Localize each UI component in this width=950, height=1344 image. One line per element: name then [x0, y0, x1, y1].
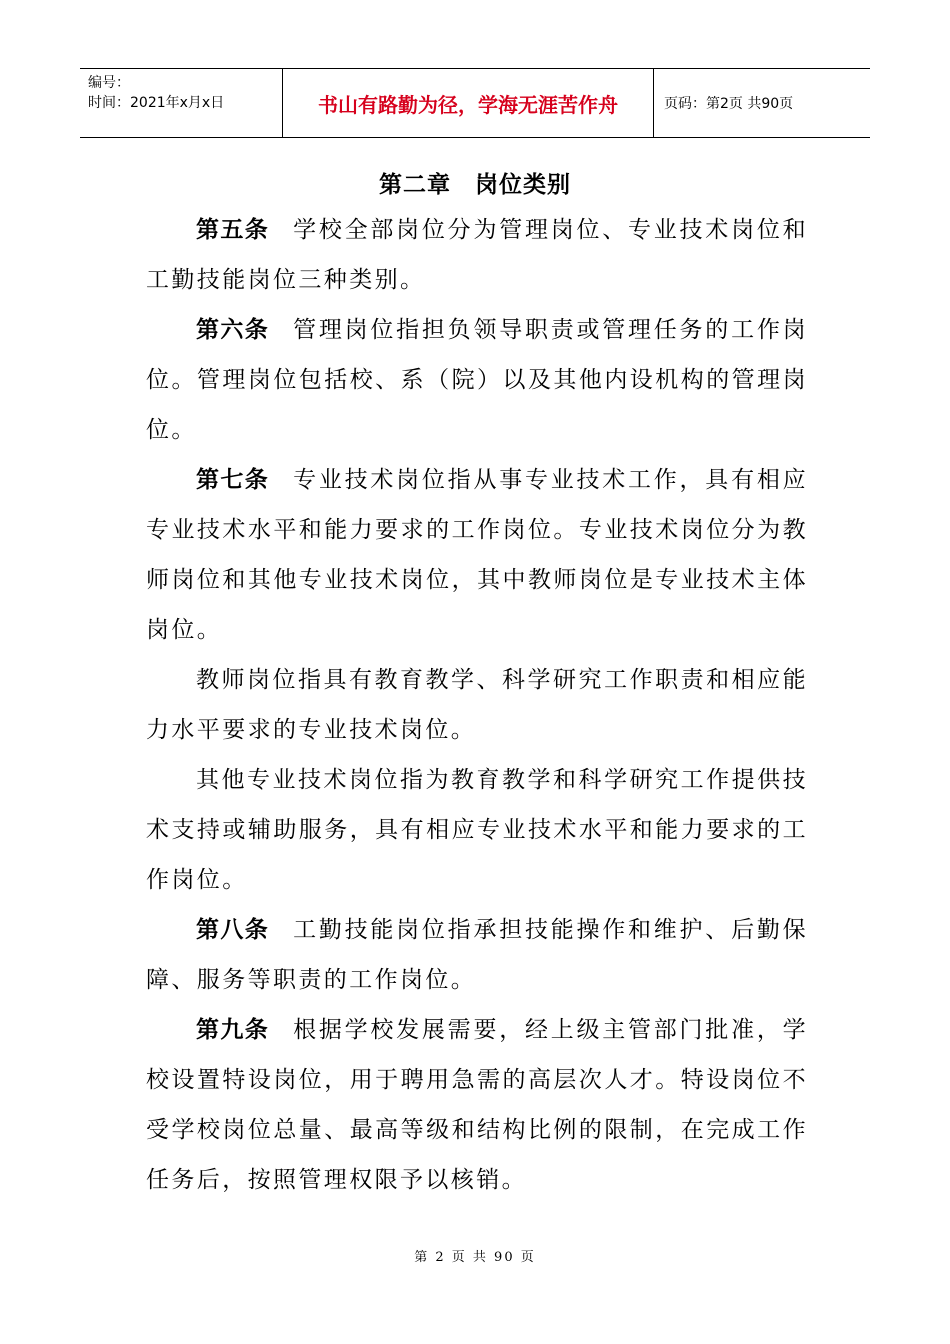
article-text: 根据学校发展需要，经上级主管部门批准，学校设置特设岗位，用于聘用急需的高层次人才。特设岗位不受学校岗位总量、最高等级和结构比例的限制，在完成工作任务后，按照管理权限予以核销。 — [146, 1017, 809, 1193]
chapter-title — [0, 166, 950, 199]
article-label: 第五条 — [196, 217, 270, 243]
article-label: 第八条 — [196, 917, 270, 943]
article-paragraph — [146, 305, 808, 455]
article-text: 管理岗位指担负领导职责或管理任务的工作岗位。管理岗位包括校、系（院）以及其他内设机构的管理岗位。 — [146, 317, 809, 443]
article-text: 专业技术岗位指从事专业技术工作，具有相应专业技术水平和能力要求的工作岗位。专业技术岗位分为教师岗位和其他专业技术岗位，其中教师岗位是专业技术主体岗位。 — [146, 467, 809, 643]
article-paragraph — [146, 655, 808, 755]
article-label: 第九条 — [196, 1017, 270, 1043]
article-text: 其他专业技术岗位指为教育教学和科学研究工作提供技术支持或辅助服务，具有相应专业技术水平和能力要求的工作岗位。 — [146, 767, 808, 893]
article-paragraph — [146, 755, 808, 905]
article-paragraph — [146, 455, 808, 655]
page-footer: 第 2 页 共 90 页 — [414, 1250, 536, 1265]
document-body — [146, 205, 808, 1205]
article-text: 工勤技能岗位指承担技能操作和维护、后勤保障、服务等职责的工作岗位。 — [146, 917, 809, 993]
chapter-number: 第二章 — [379, 172, 451, 198]
header-meta — [80, 69, 282, 137]
article-paragraph — [146, 1005, 808, 1205]
article-paragraph — [146, 205, 808, 305]
article-paragraph — [146, 905, 808, 1005]
article-label: 第六条 — [196, 317, 270, 343]
article-text: 学校全部岗位分为管理岗位、专业技术岗位和工勤技能岗位三种类别。 — [146, 217, 809, 293]
page-header — [80, 68, 870, 138]
header-motto: 书山有路勤为径，学海无涯苦作舟 — [282, 69, 654, 137]
article-text: 教师岗位指具有教育教学、科学研究工作职责和相应能力水平要求的专业技术岗位。 — [146, 667, 808, 743]
time-label: 时间：2021年x月x日 — [88, 95, 225, 111]
header-page-info: 页码：第2页 共90页 — [664, 96, 794, 112]
number-label: 编号： — [88, 75, 130, 91]
article-label: 第七条 — [196, 467, 270, 493]
chapter-heading: 岗位类别 — [475, 172, 571, 198]
